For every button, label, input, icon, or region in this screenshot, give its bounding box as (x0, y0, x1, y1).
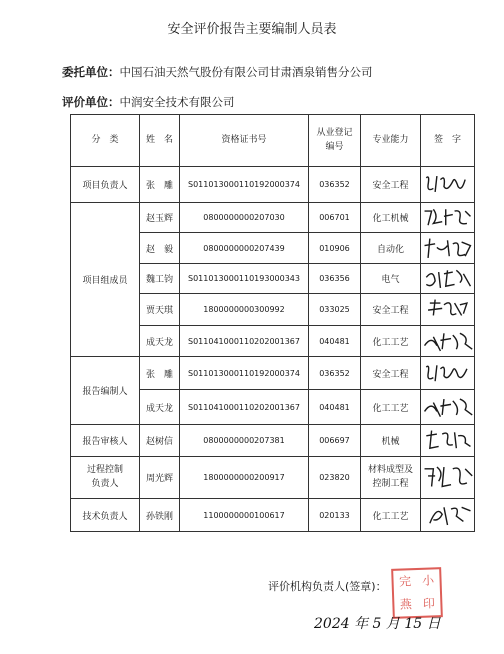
cell-ability: 化工工艺 (361, 390, 421, 425)
signature-cell (421, 203, 475, 233)
client-label: 委托单位： (62, 65, 120, 79)
signature-cell (421, 167, 475, 203)
signature-cell (421, 326, 475, 357)
cell-name: 魏工钧 (140, 264, 180, 294)
cell-cert: S011013000110192000374 (180, 167, 309, 203)
cell-reg: 033025 (309, 294, 361, 326)
cell-ability: 安全工程 (361, 294, 421, 326)
red-seal-stamp (391, 567, 443, 619)
header-ability: 专业能力 (361, 115, 421, 167)
cell-reg: 040481 (309, 390, 361, 425)
cell-ability: 化工机械 (361, 203, 421, 233)
signature-cell (421, 425, 475, 457)
header-reg-line2: 编号 (325, 141, 344, 152)
cell-ability (361, 457, 421, 499)
cell-name: 赵树信 (140, 425, 180, 457)
signature-cell (421, 499, 475, 532)
category-leader: 项目负责人 (71, 167, 140, 203)
signature-cell (421, 457, 475, 499)
document-title: 安全评价报告主要编制人员表 (167, 22, 337, 37)
header-reg-line1: 从业登记 (316, 128, 353, 138)
handwritten-signature (421, 204, 474, 231)
cell-name: 贾天琪 (140, 294, 180, 326)
cell-reg: 036356 (309, 264, 361, 294)
header-category: 分 类 (71, 115, 140, 167)
cell-cert: S011041000110202001367 (180, 390, 309, 425)
handwritten-signature (421, 360, 474, 387)
cell-name: 赵玉辉 (140, 203, 180, 233)
staff-table (70, 114, 475, 532)
cell-cert: S011013000110193000343 (180, 264, 309, 294)
category-process (71, 457, 140, 499)
category-writers: 报告编制人 (71, 357, 140, 425)
cell-cert: 0800000000207030 (180, 203, 309, 233)
handwritten-signature (421, 328, 474, 355)
cell-reg: 010906 (309, 233, 361, 264)
table-row (71, 167, 475, 203)
table-row (71, 457, 475, 499)
cell-reg: 040481 (309, 326, 361, 357)
table-header-row (71, 115, 475, 167)
cell-cert: 1800000000300992 (180, 294, 309, 326)
cell-reg: 036352 (309, 167, 361, 203)
cell-reg: 036352 (309, 357, 361, 390)
table-row (71, 499, 475, 532)
cell-name: 成天龙 (140, 390, 180, 425)
cell-cert: S011013000110192000374 (180, 357, 309, 390)
cell-name: 孙铁刚 (140, 499, 180, 532)
handwritten-signature (421, 235, 474, 262)
handwritten-signature (421, 265, 474, 292)
category-reviewer: 报告审核人 (71, 425, 140, 457)
category-tech: 技术负责人 (71, 499, 140, 532)
director-signature-label: 评价机构负责人(签章)： (268, 580, 387, 593)
cell-cert: 0800000000207381 (180, 425, 309, 457)
cell-ability: 安全工程 (361, 357, 421, 390)
cell-reg: 020133 (309, 499, 361, 532)
cell-name: 周光辉 (140, 457, 180, 499)
cell-ability: 机械 (361, 425, 421, 457)
cell-ability: 化工工艺 (361, 326, 421, 357)
cell-ability: 自动化 (361, 233, 421, 264)
evaluator-label: 评价单位： (62, 95, 120, 109)
seal-char: 小 (421, 573, 435, 588)
cell-ability-line1: 材料成型及 (367, 464, 413, 475)
signed-date: 2024 年 5 月 15 日 (314, 616, 441, 632)
cell-reg: 006701 (309, 203, 361, 233)
handwritten-signature (421, 169, 474, 199)
cell-reg: 023820 (309, 457, 361, 499)
evaluator-line (62, 94, 235, 110)
cell-cert: 1100000000100617 (180, 499, 309, 532)
signature-cell (421, 294, 475, 326)
cell-name: 张 雕 (140, 167, 180, 203)
cell-ability: 电气 (361, 264, 421, 294)
seal-char: 燕 (399, 597, 413, 612)
seal-char: 完 (398, 574, 412, 589)
cell-name: 成天龙 (140, 326, 180, 357)
evaluator-value: 中润安全技术有限公司 (119, 95, 235, 109)
cell-ability: 化工工艺 (361, 499, 421, 532)
cell-cert: 1800000000200917 (180, 457, 309, 499)
header-reg (309, 115, 361, 167)
category-process-line2: 负责人 (91, 478, 119, 489)
category-members: 项目组成员 (71, 203, 140, 357)
header-name: 姓 名 (140, 115, 180, 167)
cell-cert: S011041000110202001367 (180, 326, 309, 357)
header-sign: 签 字 (421, 115, 475, 167)
signature-cell (421, 357, 475, 390)
signature-cell (421, 264, 475, 294)
cell-ability: 安全工程 (361, 167, 421, 203)
category-process-line1: 过程控制 (86, 464, 123, 475)
table-row (71, 425, 475, 457)
handwritten-signature (421, 392, 474, 422)
signature-cell (421, 390, 475, 425)
client-line (62, 64, 373, 80)
cell-ability-line2: 控制工程 (372, 478, 409, 489)
client-value: 中国石油天然气股份有限公司甘肃酒泉销售分公司 (119, 65, 373, 79)
cell-cert: 0800000000207439 (180, 233, 309, 264)
handwritten-signature (421, 427, 474, 454)
cell-name: 张 雕 (140, 357, 180, 390)
handwritten-signature (421, 502, 474, 529)
cell-name: 赵 毅 (140, 233, 180, 264)
table-row (71, 203, 475, 233)
signature-cell (421, 233, 475, 264)
handwritten-signature (421, 460, 474, 495)
header-cert: 资格证书号 (180, 115, 309, 167)
handwritten-signature (421, 296, 474, 323)
seal-char: 印 (422, 596, 436, 611)
table-row (71, 357, 475, 390)
cell-reg: 006697 (309, 425, 361, 457)
